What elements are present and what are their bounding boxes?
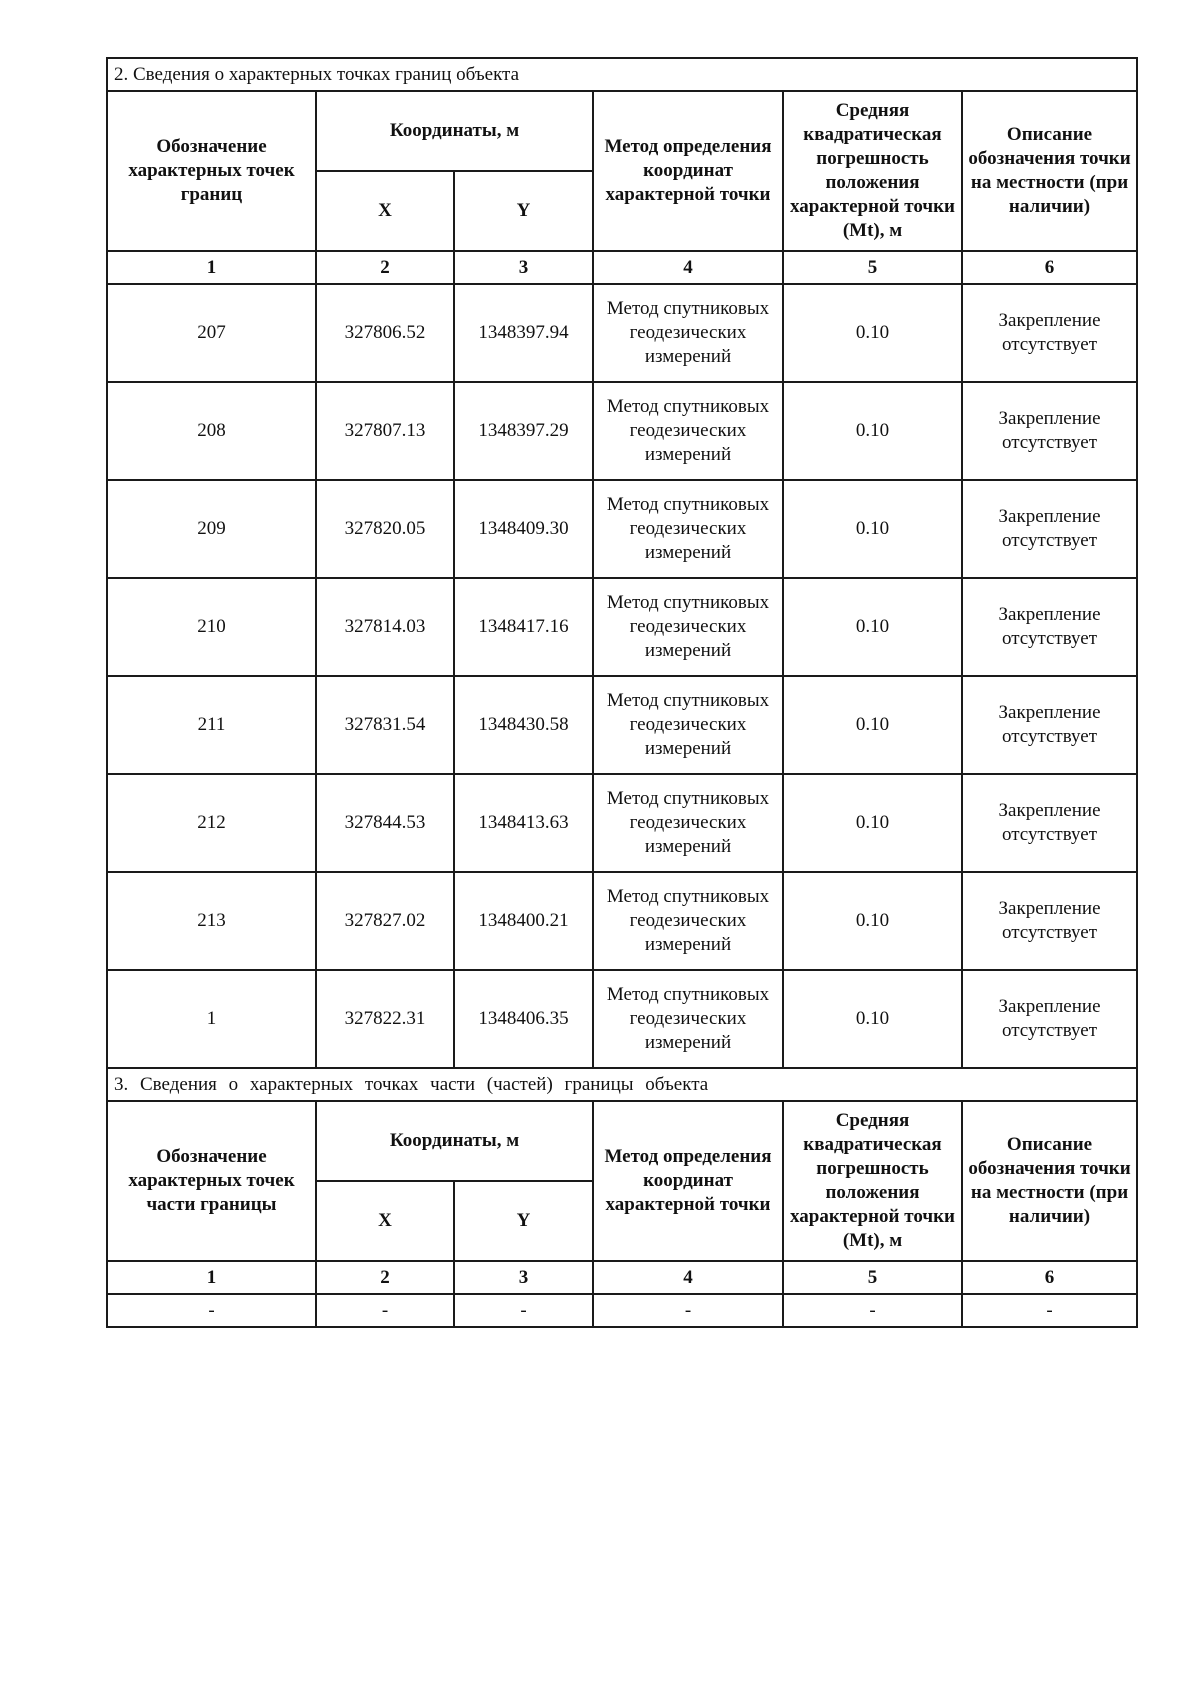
method-cell: Метод спутниковых геодезических измерений [593, 382, 783, 480]
header-method: Метод определения координат характерной точки [593, 1101, 783, 1261]
table-row [107, 578, 1137, 676]
coord-y: 1348406.35 [454, 970, 593, 1068]
coord-x: 327844.53 [316, 774, 454, 872]
header-coordinates: Координаты, м [316, 1101, 593, 1181]
column-number: 5 [783, 1261, 962, 1294]
column-number: 2 [316, 251, 454, 284]
description-cell: Закрепление отсутствует [962, 970, 1137, 1068]
column-number: 5 [783, 251, 962, 284]
method-cell: Метод спутниковых геодезических измерений [593, 676, 783, 774]
column-number: 1 [107, 1261, 316, 1294]
mt-cell: 0.10 [783, 578, 962, 676]
mt-cell: 0.10 [783, 774, 962, 872]
description-cell: Закрепление отсутствует [962, 480, 1137, 578]
mt-cell: 0.10 [783, 970, 962, 1068]
header-x: X [316, 1181, 454, 1261]
point-id: 208 [107, 382, 316, 480]
empty-cell: - [107, 1294, 316, 1327]
coord-x: 327822.31 [316, 970, 454, 1068]
point-id: 1 [107, 970, 316, 1068]
empty-cell: - [783, 1294, 962, 1327]
coord-x: 327806.52 [316, 284, 454, 382]
method-cell: Метод спутниковых геодезических измерений [593, 284, 783, 382]
coord-y: 1348413.63 [454, 774, 593, 872]
point-id: 210 [107, 578, 316, 676]
mt-cell: 0.10 [783, 676, 962, 774]
section-3-title: 3. Сведения о характерных точках части (частей) границы объекта [107, 1068, 1137, 1101]
table-row [107, 284, 1137, 382]
header-y: Y [454, 1181, 593, 1261]
header-description: Описание обозначения точки на местности (при наличии) [962, 91, 1137, 251]
mt-cell: 0.10 [783, 872, 962, 970]
column-number: 6 [962, 1261, 1137, 1294]
empty-cell: - [962, 1294, 1137, 1327]
header-y: Y [454, 171, 593, 251]
empty-cell: - [454, 1294, 593, 1327]
header-x: X [316, 171, 454, 251]
column-number: 2 [316, 1261, 454, 1294]
table-row [107, 774, 1137, 872]
method-cell: Метод спутниковых геодезических измерений [593, 970, 783, 1068]
description-cell: Закрепление отсутствует [962, 774, 1137, 872]
header-method: Метод определения координат характерной точки [593, 91, 783, 251]
method-cell: Метод спутниковых геодезических измерений [593, 774, 783, 872]
method-cell: Метод спутниковых геодезических измерений [593, 578, 783, 676]
column-number: 3 [454, 251, 593, 284]
description-cell: Закрепление отсутствует [962, 676, 1137, 774]
section-2-title: 2. Сведения о характерных точках границ объекта [107, 58, 1137, 91]
coord-x: 327820.05 [316, 480, 454, 578]
empty-cell: - [316, 1294, 454, 1327]
coord-y: 1348400.21 [454, 872, 593, 970]
mt-cell: 0.10 [783, 480, 962, 578]
coord-y: 1348430.58 [454, 676, 593, 774]
coord-y: 1348397.29 [454, 382, 593, 480]
description-cell: Закрепление отсутствует [962, 284, 1137, 382]
header-description: Описание обозначения точки на местности (при наличии) [962, 1101, 1137, 1261]
header-error: Средняя квадратическая погрешность положения характерной точки (Mt), м [783, 91, 962, 251]
description-cell: Закрепление отсутствует [962, 872, 1137, 970]
table-row [107, 970, 1137, 1068]
column-number: 4 [593, 1261, 783, 1294]
coord-x: 327807.13 [316, 382, 454, 480]
column-number: 4 [593, 251, 783, 284]
point-id: 213 [107, 872, 316, 970]
header-designation: Обозначение характерных точек части границы [107, 1101, 316, 1261]
header-designation: Обозначение характерных точек границ [107, 91, 316, 251]
coord-x: 327831.54 [316, 676, 454, 774]
coord-x: 327827.02 [316, 872, 454, 970]
column-number: 6 [962, 251, 1137, 284]
method-cell: Метод спутниковых геодезических измерений [593, 480, 783, 578]
table-row [107, 1294, 1137, 1327]
table-row [107, 480, 1137, 578]
header-error: Средняя квадратическая погрешность положения характерной точки (Mt), м [783, 1101, 962, 1261]
coord-y: 1348417.16 [454, 578, 593, 676]
table-row [107, 872, 1137, 970]
header-coordinates: Координаты, м [316, 91, 593, 171]
points-table [106, 57, 1138, 1328]
table-row [107, 382, 1137, 480]
method-cell: Метод спутниковых геодезических измерений [593, 872, 783, 970]
mt-cell: 0.10 [783, 284, 962, 382]
coord-x: 327814.03 [316, 578, 454, 676]
column-number: 3 [454, 1261, 593, 1294]
mt-cell: 0.10 [783, 382, 962, 480]
table-row [107, 676, 1137, 774]
point-id: 212 [107, 774, 316, 872]
column-number: 1 [107, 251, 316, 284]
point-id: 211 [107, 676, 316, 774]
coord-y: 1348397.94 [454, 284, 593, 382]
empty-cell: - [593, 1294, 783, 1327]
document-page [106, 57, 1136, 1328]
description-cell: Закрепление отсутствует [962, 382, 1137, 480]
coord-y: 1348409.30 [454, 480, 593, 578]
description-cell: Закрепление отсутствует [962, 578, 1137, 676]
point-id: 207 [107, 284, 316, 382]
point-id: 209 [107, 480, 316, 578]
